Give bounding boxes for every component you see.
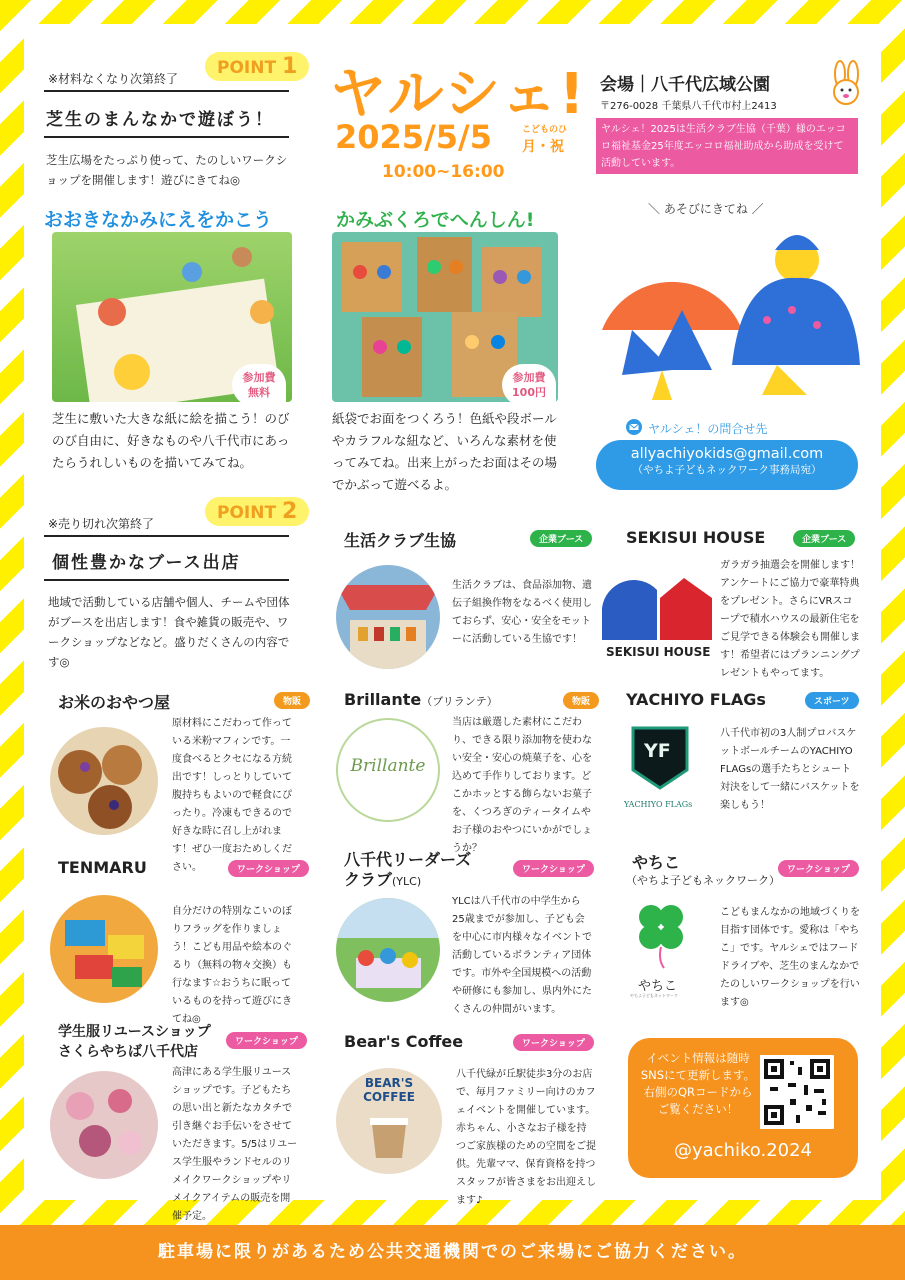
mascot-illustration [592,220,860,405]
booth-photo [336,565,440,669]
venue-notice: ヤルシェ！2025は生活クラブ生協（千葉）様のエッコロ福祉基金25年度エッコロ福祉助成から助成を受けて活動しています。 [596,118,858,174]
point1-desc: 芝生広場をたっぷり使って、たのしいワークショップを開催します！遊びにきてね◎ [46,153,288,187]
booth-tag: 企業ブース [530,530,592,547]
qr-code-icon[interactable] [760,1055,834,1129]
event-date: 2025/5/5 [335,118,492,156]
booth-desc: 自分だけの特別なこいのぼりフラッグを作りましょう！こども用品や絵本のぐるり（無料の物々交換）も行なます☆おうちに眠っているものを持って遊びにきてね◎ [172,906,292,1025]
booth-tag: ワークショップ [778,860,859,877]
booth-name: YACHIYO FLAGs [626,690,766,709]
booth-tag: 物販 [563,692,599,709]
event-time: 10:00~16:00 [382,162,505,182]
rabbit-icon [826,60,866,106]
booth-desc: 八千代緑が丘駅徒歩3分のお店で、毎月ファミリー向けのカフェイベントを開催しています。赤ちゃん、小さなお子様を持つご家族様のための空間をご提供。先輩ママ、保育資格を持つスタッフが皆さまをお出迎えします♪ [456,1069,596,1206]
point1-badge: POINT 1 [205,52,309,81]
contact-box[interactable] [596,440,858,490]
booth-photo [336,898,440,1002]
holiday-name: こどものひ [522,125,568,135]
clover-icon [634,900,688,970]
mascot-caption: ＼ あそびにきてね ／ [648,202,764,216]
workshop2-fee: 参加費 100円 [502,364,556,402]
workshop1-photo [52,232,292,402]
booth-photo [50,895,158,1003]
contact-label: ヤルシェ！の問合せ先 [648,422,768,436]
contact-email[interactable]: allyachiyokids@gmail.com [630,446,824,462]
booth-name: Brillante（ブリランテ） [344,690,498,709]
sns-text: イベント情報は随時SNSにて更新します。右側のQRコードからご覧ください！ [640,1051,756,1116]
point1-heading: 芝生のまんなかで遊ぼう！ [46,110,274,130]
footer-notice: 駐車場に限りがあるため公共交通機関でのご来場にご協力ください。 [0,1225,905,1280]
point2-badge: POINT 2 [205,497,309,526]
booth-subname: （ブリランテ） [421,695,498,708]
booth-photo [50,727,158,835]
booth-name: 生活クラブ生協 [344,531,457,550]
booth-tag: ワークショップ [513,860,594,877]
workshop1-fee: 参加費 無料 [232,364,286,402]
yachiyo-flags-mark: YF [644,740,671,762]
point2-heading: 個性豊かなブース出店 [52,553,241,573]
booth-desc: 当店は厳選した素材にこだわり、できる限り添加物を使わない安全・安心の焼菓子を、心を込めて手作りしております。どこかホッとする飾らないお菓子を、くつろぎのティータイムやお子様のおやつにいかがでしょうか？ [452,717,592,854]
workshop2-desc: 紙袋でお面をつくろう！色紙や段ボールやカラフルな紐など、いろんな素材を使ってみてね。出来上がったお面はその場でかぶって遊べるよ。 [332,411,558,492]
booth-name: やちこ [632,853,681,872]
booth-desc: 原材料にこだわって作っている米粉マフィンです。一度食べるとクセになる方続出です！しっとりしていて腹持ちもよいので軽食にぴったり。冷凍もできるので好きな時に召し上がれます！ぜひ一度おためしください。 [172,718,292,873]
booth-tag: ワークショップ [228,860,309,877]
booth-desc: こどもまんなかの地域づくりを目指す団体です。愛称は「やちこ」です。ヤルシェではフードドライブや、芝生のまんなかでたのしいワークショップを行います◎ [720,907,860,1008]
booth-subname: (YLC) [392,875,422,888]
booth-desc: 生活クラブは、食品添加物、遺伝子組換作物をなるべく使用しておらず、安心・安全をモットーに活動している生協です！ [452,580,592,645]
booth-tag: 物販 [274,692,310,709]
sekisui-house-logo [602,578,712,640]
point1-note: ※材料なくなり次第終了 [48,72,179,86]
booth-subname: （やちよ子どもネックワーク） [626,874,780,887]
holiday-day: 月・祝 [522,139,564,155]
divider [44,579,289,581]
point2-desc: 地域で活動している店舗や個人、チームや団体がブースを出店します！食や雑貨の販売や、ワークショップなどなど。盛りだくさんの内容です◎ [48,595,290,669]
workshop2-photo [332,232,558,402]
booth-desc: YLCは八千代市の中学生から25歳までが参加し、子ども会を中心に市内様々なイベントで活動しているボランティア団体です。市外や全国規模への活動や研修にも参加し、県内外にたくさんの仲間がいます。 [452,896,592,1015]
booth-name: Bear's Coffee [344,1032,464,1051]
booth-desc: 高津にある学生服リユースショップです。子どもたちの思い出と新たなカタチで引き継ぐお手伝いをさせていただきます。5/5はリユース学生服やランドセルのリメイクワークショップやリメイクアイテムの販売を開催予定。 [172,1067,298,1222]
mail-icon [626,419,642,435]
bears-coffee-logo: BEAR'S COFFEE [336,1068,442,1174]
booth-tag: スポーツ [805,692,859,709]
workshop2-title: かみぶくろでへんしん! [336,209,535,231]
booth-name: TENMARU [58,858,147,877]
sns-handle[interactable]: @yachiko.2024 [674,1140,812,1161]
yachiko-logo-subtext: やちよ子どもネットワーク [630,993,678,998]
booth-name: お米のおやつ屋 [58,693,171,712]
booth-tag: ワークショップ [226,1032,307,1049]
booth-photo [50,1071,158,1179]
brillante-logo: Brillante [336,718,440,822]
booth-name: 八千代リーダーズ クラブ(YLC) [344,850,472,889]
venue-address: 〒276-0028 千葉県八千代市村上2413 [600,101,777,112]
divider [44,136,289,138]
venue-label: 会場｜八千代広域公園 [600,75,770,95]
booth-name: 学生服リユースショップ さくらやちば八千代店 [58,1024,211,1060]
booth-tag: 企業ブース [793,530,855,547]
workshop1-title: おおきなかみにえをかこう [44,209,273,231]
yachiko-logo-text: やちこ [638,979,678,994]
booth-tag: ワークショップ [513,1034,594,1051]
point2-note: ※売り切れ次第終了 [48,517,155,531]
yachiyo-flags-logo-text: YACHIYO FLAGs [624,800,693,809]
contact-org: （やちよ子どもネックワーク事務局宛） [632,464,822,476]
event-title: ヤルシェ! [330,62,587,127]
workshop1-desc: 芝生に敷いた大きな紙に絵を描こう！のびのび自由に、好きなものや八千代市にあったらうれしいものを描いてみてね。 [52,411,290,470]
divider [44,90,289,92]
booth-name: SEKISUI HOUSE [626,528,766,547]
sekisui-logo-text: SEKISUI HOUSE [606,645,711,659]
booth-desc: 八千代市初の3人制プロバスケットボールチームのYACHIYO FLAGsの選手たちとシュート対決をして一緒にバスケットを楽しもう！ [720,728,860,811]
divider [44,535,289,537]
booth-desc: ガラガラ抽選会を開催します！アンケートにご協力で豪華特典をプレゼント。さらにVRスコープで積水ハウスの最新住宅をご見学できる体験会も開催します！希望者にはプランニングプレゼントもやってます。 [720,560,860,679]
